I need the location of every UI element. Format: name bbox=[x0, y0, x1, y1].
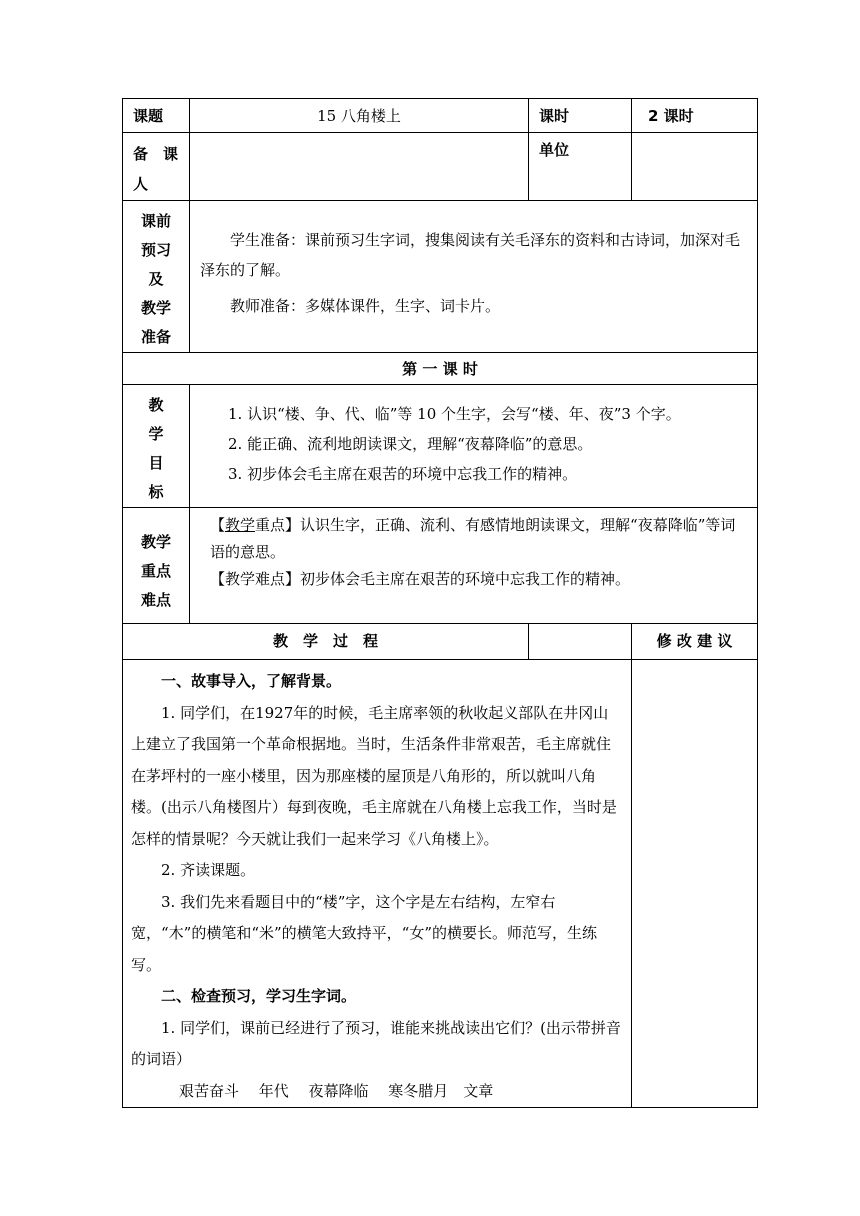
preparer-value bbox=[190, 133, 529, 201]
prep-label-line: 及 bbox=[148, 270, 164, 288]
topic-label: 课题 bbox=[123, 99, 190, 133]
keypoints-label-line: 难点 bbox=[140, 591, 171, 609]
key-point bbox=[210, 512, 749, 566]
process-title-spacer bbox=[529, 624, 632, 660]
goals-label-line: 教 bbox=[148, 396, 164, 414]
key-underlined: 教学 bbox=[225, 516, 256, 534]
key-rest: 重点】认识生字，正确、流利、有感情地朗读课文，理解“夜幕降临”等词语的意思。 bbox=[210, 516, 736, 561]
preparer-label bbox=[123, 133, 190, 201]
goal-item: 1. 认识“楼、争、代、临”等 10 个生字，会写“楼、年、夜”3 个字。 bbox=[228, 405, 681, 423]
goals-content bbox=[190, 385, 758, 508]
word-list: 艰苦奋斗 年代 夜幕降临 寒冬腊月 文章 bbox=[179, 1081, 494, 1100]
topic-value: 15 八角楼上 bbox=[190, 99, 529, 133]
section2-heading: 二、检查预习，学习生字词。 bbox=[161, 987, 357, 1005]
period-label: 课时 bbox=[529, 99, 632, 133]
keypoints-label-line: 重点 bbox=[140, 562, 171, 580]
prep-label bbox=[123, 201, 190, 353]
process-paragraph: 3. 我们先来看题目中的“楼”字，这个字是左右结构，左窄右宽，“木”的横笔和“米”的横笔大致持平，“女”的横要长。师范写，生练写。 bbox=[131, 892, 598, 974]
prep-label-line: 教学 bbox=[140, 299, 171, 317]
process-paragraph: 1. 同学们，在1927年的时候，毛主席率领的秋收起义部队在井冈山上建立了我国第一个革命根据地。当时，生活条件非常艰苦，毛主席就住在茅坪村的一座小楼里，因为那座楼的屋顶是八角形的，所以就叫八角楼。(出示八角楼图片）每到夜晚，毛主席就在八角楼上忘我工作，当时是怎样的情景呢？今天就让我们一起来学习《八角楼上》。 bbox=[131, 703, 617, 848]
prep-label-line: 准备 bbox=[140, 328, 171, 346]
goals-label-line: 标 bbox=[148, 483, 164, 501]
teacher-prep: 教师准备：多媒体课件，生字、词卡片。 bbox=[230, 297, 501, 315]
process-paragraph: 2. 齐读课题。 bbox=[161, 861, 256, 879]
unit-label: 单位 bbox=[529, 133, 632, 201]
keypoints-label-line: 教学 bbox=[140, 533, 171, 551]
student-prep: 学生准备：课前预习生字词，搜集阅读有关毛泽东的资料和古诗词，加深对毛泽东的了解。 bbox=[200, 231, 741, 279]
goals-label-line: 学 bbox=[148, 425, 164, 443]
keypoints-content bbox=[190, 508, 758, 624]
key-bracket: 【 bbox=[210, 516, 226, 534]
prep-label-line: 课前 bbox=[140, 212, 171, 230]
goal-item: 2. 能正确、流利地朗读课文，理解“夜幕降临”的意思。 bbox=[228, 435, 593, 453]
goals-label bbox=[123, 385, 190, 508]
section1-heading: 一、故事导入，了解背景。 bbox=[161, 672, 342, 690]
difficult-point: 【教学难点】初步体会毛主席在艰苦的环境中忘我工作的精神。 bbox=[210, 570, 631, 588]
lesson1-title: 第 一 课 时 bbox=[123, 353, 758, 385]
unit-value bbox=[632, 133, 758, 201]
preparer-label-line2: 人 bbox=[133, 175, 149, 193]
goals-label-line: 目 bbox=[148, 454, 164, 472]
prep-label-line: 预习 bbox=[140, 241, 171, 259]
prep-content bbox=[190, 201, 758, 353]
process-paragraph: 1. 同学们，课前已经进行了预习，谁能来挑战读出它们？(出示带拼音的词语） bbox=[131, 1018, 621, 1068]
process-title: 教 学 过 程 bbox=[123, 624, 529, 660]
preparer-label-line1: 备 课 bbox=[133, 145, 179, 163]
keypoints-label bbox=[123, 508, 190, 624]
suggest-content bbox=[632, 660, 758, 1108]
lesson-plan-table bbox=[122, 98, 758, 1108]
suggest-title: 修 改 建 议 bbox=[632, 624, 758, 660]
goal-item: 3. 初步体会毛主席在艰苦的环境中忘我工作的精神。 bbox=[228, 465, 578, 483]
period-value: 2 课时 bbox=[632, 99, 758, 133]
process-content bbox=[123, 660, 632, 1108]
